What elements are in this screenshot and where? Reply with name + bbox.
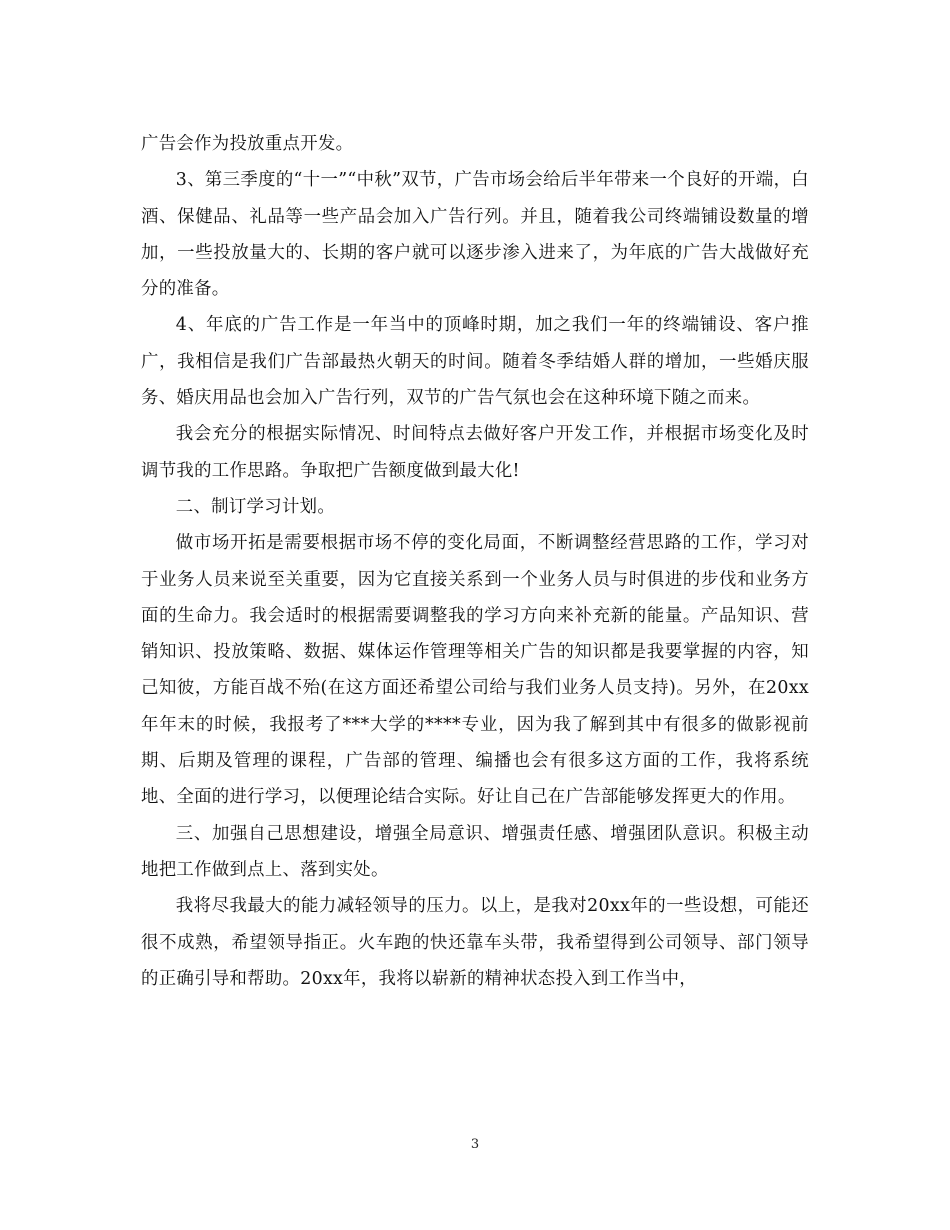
section-heading-2: 二、制订学习计划。 bbox=[175, 496, 336, 517]
paragraph-4: 我会充分的根据实际情况、时间特点去做好客户开发工作，并根据市场变化及时调节我的工作思路。争取把广告额度做到最大化! bbox=[141, 424, 809, 481]
page-number: 3 bbox=[470, 1137, 480, 1152]
paragraph-1: 广告会作为投放重点开发。 bbox=[141, 134, 354, 154]
paragraph-6: 我将尽我最大的能力减轻领导的压力。以上，是我对20xx年的一些设想，可能还很不成熟，希望领导指正。火车跑的快还靠车头带，我希望得到公司领导、部门领导的正确引导和帮助。20xx年，我将以崭新的精神状态投入到工作当中， bbox=[141, 896, 809, 989]
document-body bbox=[141, 126, 809, 997]
paragraph-5: 做市场开拓是需要根据市场不停的变化局面，不断调整经营思路的工作，学习对于业务人员来说至关重要，因为它直接关系到一个业务人员与时俱进的步伐和业务方面的生命力。我会适时的根据需要调整我的学习方向来补充新的能量。产品知识、营销知识、投放策略、数据、媒体运作管理等相关广告的知识都是我要掌握的内容，知己知彼，方能百战不殆(在这方面还希望公司给与我们业务人员支持)。另外，在20xx年年末的时候，我报考了***大学的****专业，因为我了解到其中有很多的做影视前期、后期及管理的课程，广告部的管理、编播也会有很多这方面的工作，我将系统地、全面的进行学习，以便理论结合实际。好让自己在广告部能够发挥更大的作用。 bbox=[141, 533, 809, 808]
paragraph-2: 3、第三季度的“十一”“中秋”双节，广告市场会给后半年带来一个良好的开端，白酒、保健品、礼品等一些产品会加入广告行列。并且，随着我公司终端铺设数量的增加，一些投放量大的、长期的客户就可以逐步渗入进来了，为年底的广告大战做好充分的准备。 bbox=[141, 170, 809, 300]
section-heading-3: 三、加强自己思想建设，增强全局意识、增强责任感、增强团队意识。积极主动地把工作做到点上、落到实处。 bbox=[141, 823, 809, 880]
paragraph-3: 4、年底的广告工作是一年当中的顶峰时期，加之我们一年的终端铺设、客户推广，我相信是我们广告部最热火朝天的时间。随着冬季结婚人群的增加，一些婚庆服务、婚庆用品也会加入广告行列，双节的广告气氛也会在这种环境下随之而来。 bbox=[141, 315, 809, 409]
